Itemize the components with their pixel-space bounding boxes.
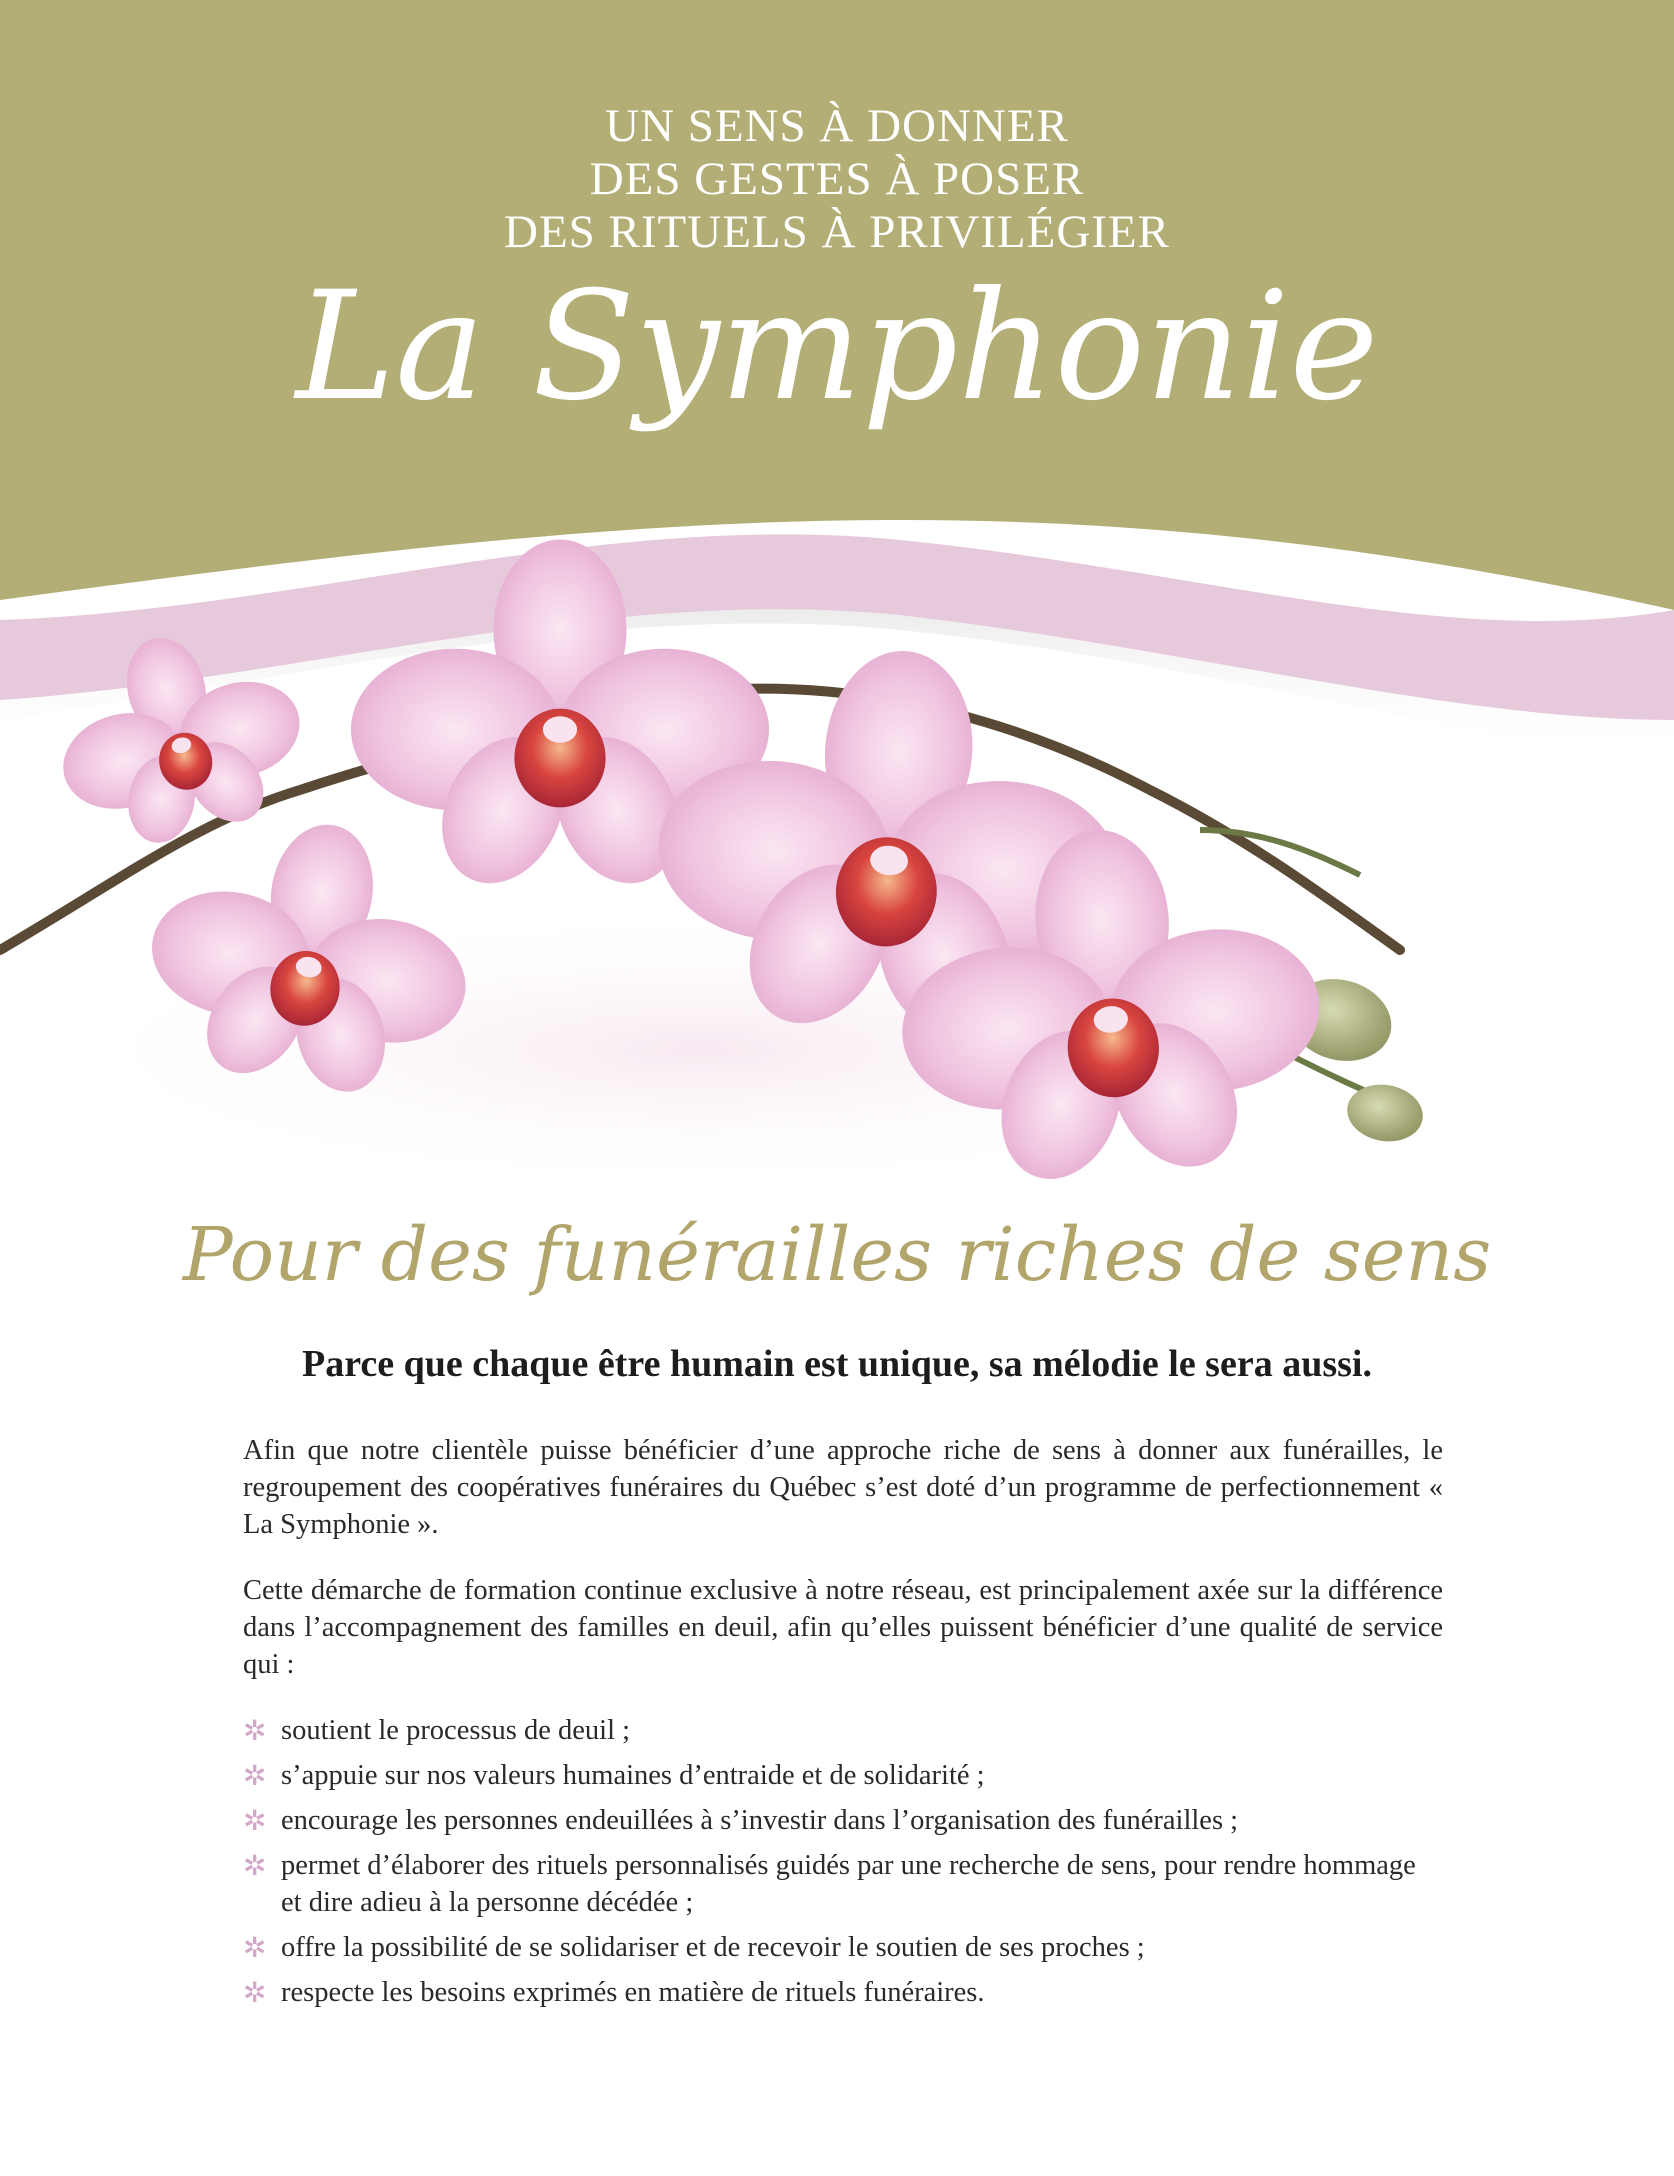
list-item: [243, 1757, 1443, 1794]
asterisk-flower-icon: ✲: [243, 1759, 267, 1792]
asterisk-flower-icon: ✲: [243, 1931, 267, 1964]
page-headline: Pour des funérailles riches de sens: [182, 1212, 1492, 1298]
asterisk-flower-icon: ✲: [243, 1804, 267, 1837]
approach-paragraph: Cette démarche de formation continue exclusive à notre réseau, est principalement axée sur la différence dans l’accompagnement des familles en deuil, afin qu’elles puissent bénéficier d’une qualité de service qui :: [243, 1575, 1443, 1680]
tagline-3: DES RITUELS À PRIVILÉGIER: [504, 206, 1170, 258]
intro-paragraph: Afin que notre clientèle puisse bénéficier d’une approche riche de sens à donner aux funérailles, le regroupement des coopératives funéraires du Québec s’est doté d’un programme de perfectionnement « La Symphonie ».: [243, 1435, 1443, 1540]
asterisk-flower-icon: ✲: [243, 1976, 267, 2009]
service-quality-list: [243, 1712, 1443, 2019]
list-item: [243, 1929, 1443, 1966]
tagline-1: UN SENS À DONNER: [605, 100, 1069, 152]
asterisk-flower-icon: ✲: [243, 1714, 267, 1747]
brand-title: La Symphonie: [295, 260, 1379, 434]
list-item-text: permet d’élaborer des rituels personnalisés guidés par une recherche de sens, pour rendre hommage et dire adieu à la personne décédée ;: [281, 1850, 1416, 1918]
list-item-text: respecte les besoins exprimés en matière de rituels funéraires.: [281, 1977, 985, 2008]
tagline-2: DES GESTES À POSER: [589, 153, 1085, 205]
asterisk-flower-icon: ✲: [243, 1849, 267, 1882]
list-item-text: soutient le processus de deuil ;: [281, 1715, 631, 1746]
list-item-text: offre la possibilité de se solidariser et de recevoir le soutien de ses proches ;: [281, 1932, 1145, 1963]
header-taglines: [0, 100, 1674, 259]
list-item-text: s’appuie sur nos valeurs humaines d’entraide et de solidarité ;: [281, 1760, 985, 1791]
list-item: [243, 1802, 1443, 1839]
list-item: [243, 1974, 1443, 2011]
list-item-text: encourage les personnes endeuillées à s’investir dans l’organisation des funérailles ;: [281, 1805, 1239, 1836]
page-subheadline: Parce que chaque être humain est unique, sa mélodie le sera aussi.: [302, 1343, 1372, 1385]
list-item: [243, 1712, 1443, 1749]
list-item: [243, 1847, 1443, 1921]
orchid-branch-icon: [0, 530, 1674, 1230]
